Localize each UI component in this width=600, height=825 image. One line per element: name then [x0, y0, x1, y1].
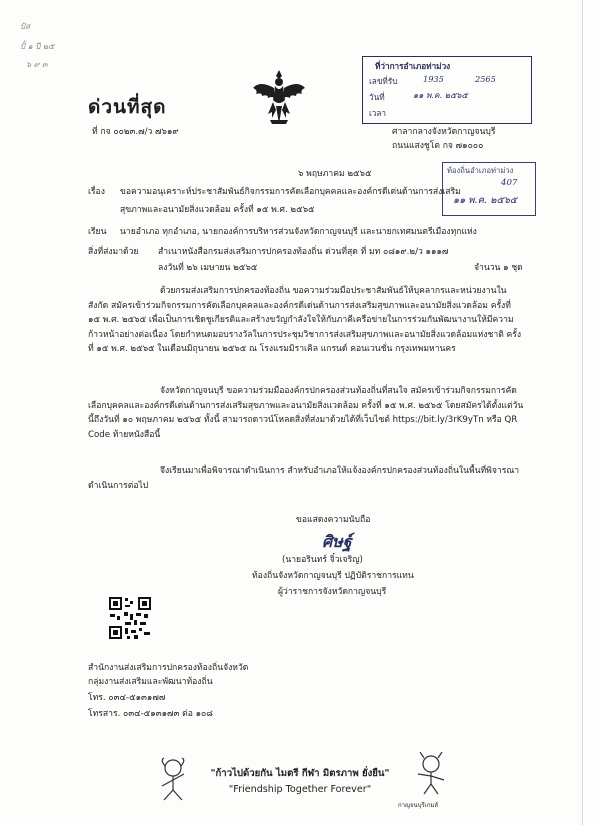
mascot-caption: กาญจนบุรีเกมส์: [398, 802, 439, 809]
signer-name: (นายอรินทร์ จิ๋วเจริญ): [282, 555, 363, 565]
receipt-stamp-office: ที่ว่าการอำเภอท่าม่วง: [375, 61, 451, 71]
document-date: ๖ พฤษภาคม ๒๕๖๕: [298, 169, 372, 179]
body-paragraph-3: จึงเรียนมาเพื่อพิจารณาดำเนินการ สำหรับอำเภอให้แจ้งองค์กรปกครองส่วนท้องถิ่นในพื้นที่พิจารณาดำเนินการต่อไป: [88, 466, 520, 491]
receipt-stamp-year: 2565: [475, 74, 496, 84]
sender-address-line1: ศาลากลางจังหวัดกาญจนบุรี: [392, 127, 496, 137]
local-office-stamp-title: ท้องถิ่นอำเภอท่าม่วง: [447, 166, 514, 175]
enclosure-count: จำนวน ๑ ชุด: [474, 263, 523, 273]
local-office-stamp-date: ๑๑ พ.ค. ๒๕๖๕: [453, 195, 518, 206]
enclosure-line2: ลงวันที่ ๒๖ เมษายน ๒๕๖๕: [158, 263, 258, 273]
corner-note-2: ปั้ ๑ ปี ๒๕: [20, 42, 55, 51]
document-number: ที่ กจ ๐๐๒๓.๗/ว ๗๖๑๙: [92, 127, 179, 137]
signer-title-1: ท้องถิ่นจังหวัดกาญจนบุรี ปฏิบัติราชการแทน: [252, 571, 414, 581]
enclosure-line1: สำเนาหนังสือกรมส่งเสริมการปกครองท้องถิ่น ด่วนที่สุด ที่ มท ๐๘๑๙.๒/ว ๑๑๑๗: [158, 247, 449, 257]
to-label: เรียน: [88, 227, 107, 237]
receipt-stamp-number-label: เลขที่รับ: [369, 76, 398, 86]
page-edge-line: [582, 0, 583, 825]
receipt-stamp-number: 1935: [423, 74, 444, 84]
body-paragraph-1: ด้วยกรมส่งเสริมการปกครองท้องถิ่น ขอความร่วมมือประชาสัมพันธ์ให้บุคลากรและหน่วยงานในสังกัด สมัครเข้าร่วมกิจกรรมการคัดเลือกบุคคลและองค์กรดีเด่นด้านการส่งเสริมสุขภาพและอนามัยสิ่งแวดล้อม ครั้งที่ ๑๕ พ.ศ. ๒๕๖๕ เพื่อเป็นการเชิดชูเกียรติและสร้างขวัญกำลังใจให้กับภาคีเครือข่ายในการร่วมกันพัฒนางานให้มีความก้าวหน้าอย่างต่อเนื่อง โดยกำหนดมอบรางวัลในการประชุมวิชาการส่งเสริมสุขภาพและอนามัยสิ่งแวดล้อมแห่งชาติ ครั้งที่ ๑๕ พ.ศ. ๒๕๖๕ ในเดือนมิถุนายน ๒๕๖๕ ณ โรงแรมมิราเคิล แกรนด์ คอนเวนชั่น กรุงเทพมหานคร: [88, 286, 522, 355]
corner-note-1: ปัส: [20, 22, 30, 31]
qr-code-icon: [108, 596, 152, 640]
office-line-2: กลุ่มงานส่งเสริมและพัฒนาท้องถิ่น: [88, 677, 213, 687]
receipt-stamp-time-label: เวลา: [369, 108, 387, 118]
garuda-emblem-icon: [250, 66, 308, 128]
receipt-stamp-date: ๑๑ พ.ค. ๒๕๖๕: [413, 90, 468, 100]
handwritten-signature: ศิษฐ์: [322, 532, 352, 551]
subject-line1: ขอความอนุเคราะห์ประชาสัมพันธ์กิจกรรมการคัดเลือกบุคคลและองค์กรดีเด่นด้านการส่งเสริม: [120, 187, 461, 197]
closing-text: ขอแสดงความนับถือ: [296, 515, 371, 525]
subject-line2: สุขภาพและอนามัยสิ่งแวดล้อม ครั้งที่ ๑๕ พ.ศ. ๒๕๖๕: [120, 205, 315, 215]
office-fax: โทรสาร. ๐๓๔-๕๑๓๑๗๓ ต่อ ๑๐๘: [88, 709, 213, 719]
enclosure-label: สิ่งที่ส่งมาด้วย: [88, 247, 139, 257]
signer-title-2: ผู้ว่าราชการจังหวัดกาญจนบุรี: [278, 587, 387, 597]
slogan-english: "Friendship Together Forever": [228, 784, 372, 795]
subject-label: เรื่อง: [88, 187, 105, 197]
receipt-stamp: [362, 56, 532, 124]
office-phone: โทร. ๐๓๔-๕๑๓๑๗๗: [88, 693, 166, 703]
body-paragraph-2: จังหวัดกาญจนบุรี ขอความร่วมมือองค์กรปกครองส่วนท้องถิ่นที่สนใจ สมัครเข้าร่วมกิจกรรมการคัดเลือกบุคคลและองค์กรดีเด่นด้านการส่งเสริมสุขภาพและอนามัยสิ่งแวดล้อม ครั้งที่ ๑๕ พ.ศ. ๒๕๖๕ โดยสมัครได้ตั้งแต่วันนี้ถึงวันที่ ๑๐ พฤษภาคม ๒๕๖๕ ทั้งนี้ สามารถดาวน์โหลดสิ่งที่ส่งมาด้วยได้ที่เว็บไซต์ https://bit.ly/3rK9yTn หรือ QR Code ท้ายหนังสือนี้: [88, 386, 524, 440]
corner-note-3: ๖ ๙ ๓: [26, 60, 48, 69]
local-office-stamp-number: 407: [501, 178, 518, 188]
receipt-stamp-date-label: วันที่: [369, 92, 385, 102]
to-text: นายอำเภอ ทุกอำเภอ, นายกองค์การบริหารส่วนจังหวัดกาญจนบุรี และนายกเทศมนตรีเมืองทุกแห่ง: [120, 227, 477, 237]
office-line-1: สำนักงานส่งเสริมการปกครองท้องถิ่นจังหวัด: [88, 663, 249, 673]
urgency-label: ด่วนที่สุด: [88, 96, 167, 118]
slogan-thai: "ก้าวไปด้วยกัน ไมตรี กีฬา มิตรภาพ ยั่งยืน": [210, 768, 390, 779]
sender-address-line2: ถนนแสงชูโต กจ ๗๑๐๐๐: [392, 141, 484, 151]
